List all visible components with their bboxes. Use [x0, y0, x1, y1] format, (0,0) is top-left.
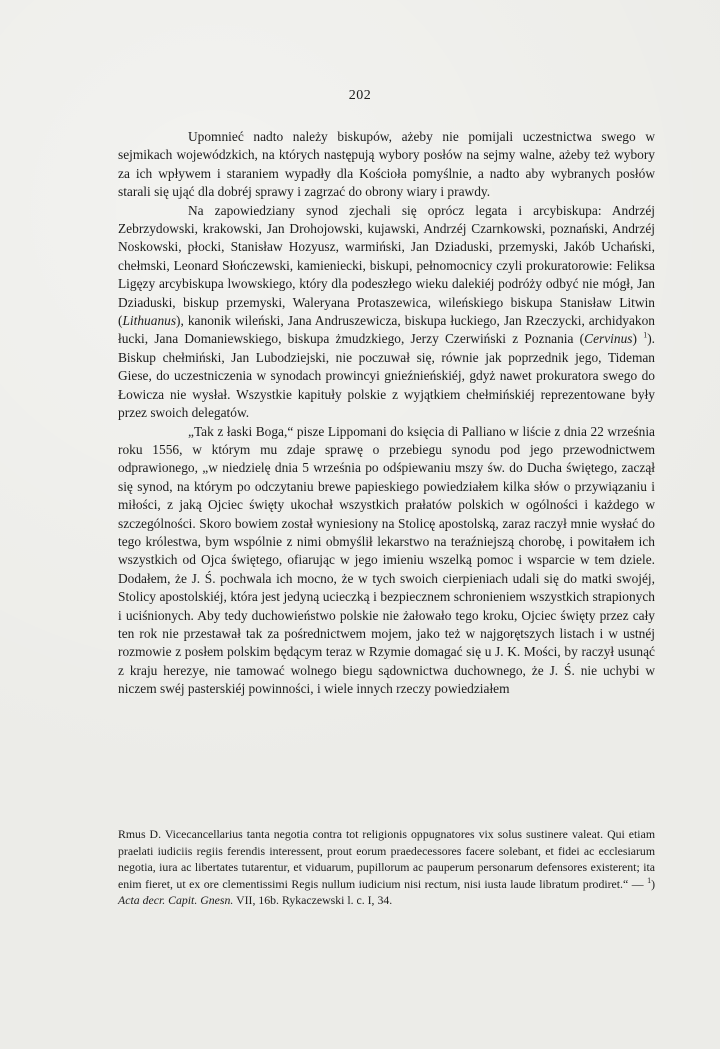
- footnote-citation-italic: Acta decr. Capit. Gnesn.: [118, 893, 234, 907]
- paragraph-1: Upomnieć nadto należy biskupów, ażeby nie pomijali uczestnictwa swego w sejmikach wojewódzkich, na których następują wybory posłów na sejmy walne, ażeby też wybory za ich wpływem i staraniem wypadły dla Kościoła pomyślnie, a nadto aby wybranych posłów starali się ująć dla dobréj sprawy i zagrzać do obrony wiary i prawdy.: [118, 129, 655, 200]
- italic-lithuanus: Lithuanus: [122, 313, 177, 329]
- paragraph-2-text-b: ), kanonik wileński, Jana Andruszewicza, biskupa łuckiego, Jan Rzeczycki, archidyakon łucki, Jana Domaniewskiego, biskupa żmudzkiego, Jerzy Czerwiński z Poznania (: [118, 313, 655, 347]
- main-text: [118, 128, 655, 699]
- footnote-paragraph: Rmus D. Vicecancellarius tanta negotia contra tot religionis oppugnatores vix solus sustinere valeat. Qui etiam praelati iudiciis regiis ferendis interessent, prout eorum praedecessores facere solebant, et fidei ac ecclesiarum negotia, iura ac libertates tutarentur, et viduarum, pupillorum ac pauperum personarum defensores existerent; ita enim fieret, ut ex ore clementissimi Regis nullum iudicium nisi rectum, nisi iusta laude libratum prodiret.“ — $^1$) Acta decr. Capit. Gnesn. VII, 16b. Rykaczewski l. c. I, 34.: [118, 827, 655, 907]
- footnote-citation-rest: VII, 16b. Rykaczewski l. c. I, 34.: [233, 893, 393, 907]
- page-number: 202: [348, 88, 372, 103]
- paragraph-2: Na zapowiedziany synod zjechali się oprócz legata i arcybiskupa: Andrzéj Zebrzydowski, krakowski, Jan Drohojowski, kujawski, Andrzéj Czarnkowski, poznański, Andrzéj Noskowski, płocki, Stanisław Hozyusz, warmiński, Jan Dziaduski, przemyski, Jakób Uchański, chełmski, Leonard Słończewski, kamieniecki, biskupi, pełnomocnicy czyli prokuratorowie: Feliksa Ligęzy arcybiskupa lwowskiego, który dla podeszłego wieku dalekiéj podróży odbyć nie mógł, Jan Dziaduski, biskup przemyski, Waleryana Protaszewica, wileńskiego biskupa Stanisław Litwin (Lithuanus), kanonik wileński, Jana Andruszewicza, biskupa łuckiego, Jan Rzeczycki, archidyakon łucki, Jana Domaniewskiego, biskupa żmudzkiego, Jerzy Czerwiński z Poznania (Cervinus) $^1$). Biskup chełmiński, Jan Lubodziejski, nie poczuwał się, równie jak poprzednik jego, Tideman Giese, do uczestniczenia w synodach prowincyi gnieźnieńskiéj, gdyż nawet prokuratora swego do Łowicza nie wysłał. Wszystkie kapituły polskie z wyjątkiem chełmińskiéj reprezentowane były przez swoich delegatów.: [118, 202, 655, 421]
- italic-cervinus: Cervinus: [584, 331, 633, 347]
- footnote-marker: 1: [643, 331, 648, 340]
- paragraph-2-text-c: ): [632, 331, 644, 347]
- paragraph-2-text-d: ). Biskup chełmiński, Jan Lubodziejski, nie poczuwał się, równie jak poprzednik jego, Tideman Giese, do uczestniczenia w synodach prowincyi gnieźnieńskiéj, gdyż nawet prokuratora swego do Łowicza nie wysłał. Wszystkie kapituły polskie z wyjątkiem chełmińskiéj reprezentowane były przez swoich delegatów.: [118, 331, 655, 421]
- paragraph-3: „Tak z łaski Boga,“ pisze Lippomani do księcia di Palliano w liście z dnia 22 września roku 1556, w którym mu zdaje sprawę o przebiegu synodu pod jego przewodnictwem odprawionego, „w niedzielę dnia 5 września po odśpiewaniu mszy św. do Ducha świętego, zaczął się synod, na którym po odczytaniu brewe papieskiego powiedziałem kilka słów o przywiązaniu i miłości, z jaką Ojciec święty ukochał wszystkich prałatów polskich w ogólności i każdego w szczególności. Skoro bowiem został wyniesiony na Stolicę apostolską, zaraz raczył mnie wysłać do tego królestwa, bym wspólnie z nimi obmyślił lekarstwo na teraźniejszą chorobę, i powitałem ich wszystkich od Ojca świętego, ofiarując w jego imieniu wszelką pomoc i wsparcie w tem dziele. Dodałem, że J. Ś. pochwala ich mocno, że w tych swoich cierpieniach udali się do matki swojéj, Stolicy apostolskiéj, która jest jedyną ucieczką i bezpiecznem schronieniem wszystkich strapionych i uciśnionych. Aby tedy duchowieństwo polskie nie żałowało tego kroku, Ojciec święty przez cały ten rok nie przestawał tak za pośrednictwem mojem, jako też w najgorętszych listach i w ustnéj rozmowie z posłem polskim będącym teraz w Rzymie domagać się u J. K. Mości, by raczył usunąć z kraju herezye, nie tamować wolnego biegu sądownictwa duchownego, że J. Ś. nie uchybi w niczem swéj pasterskiéj powinności, i wiele innych rzeczy powiedziałem: [118, 423, 655, 697]
- footnote-ref-marker: 1: [647, 875, 652, 885]
- footnote-text: Rmus D. Vicecancellarius tanta negotia contra tot religionis oppugnatores vix solus sustinere valeat. Qui etiam praelati iudiciis regiis ferendis interessent, prout eorum praedecessores facere solebant, et fidei ac ecclesiarum negotia, iura ac libertates tutarentur, et viduarum, pupillorum ac pauperum personarum defensores existerent; ita enim fieret, ut ex ore clementissimi Regis nullum iudicium nisi rectum, nisi iusta laude libratum prodiret.“ —: [118, 827, 655, 891]
- paragraph-2-text-a: Na zapowiedziany synod zjechali się oprócz legata i arcybiskupa: Andrzéj Zebrzydowski, krakowski, Jan Drohojowski, kujawski, Andrzéj Czarnkowski, poznański, Andrzéj Noskowski, płocki, Stanisław Hozyusz, warmiński, Jan Dziaduski, przemyski, Jakób Uchański, chełmski, Leonard Słończewski, kamieniecki, biskupi, pełnomocnicy czyli prokuratorowie: Feliksa Ligęzy arcybiskupa lwowskiego, który dla podeszłego wieku dalekiéj podróży odbyć nie mógł, Jan Dziaduski, biskup przemyski, Waleryana Protaszewica, wileńskiego biskupa Stanisław Litwin: [118, 202, 655, 310]
- footnote: [118, 826, 655, 909]
